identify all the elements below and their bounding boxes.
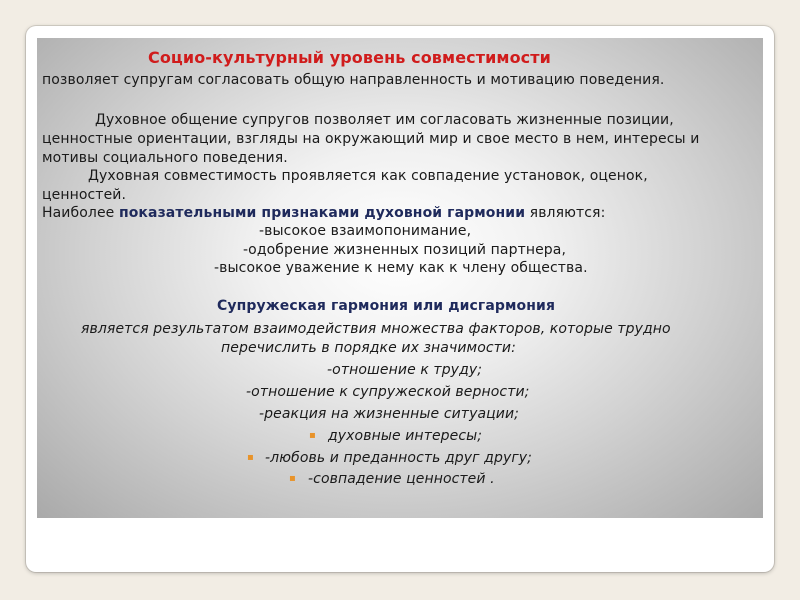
paragraph-2-line-2: ценностей.: [42, 187, 127, 203]
factor-item-3: -реакция на жизненные ситуации;: [259, 406, 519, 422]
factor-item-6: -совпадение ценностей .: [308, 471, 495, 487]
signs-suffix: являются:: [525, 205, 606, 221]
slide-title: Социо-культурный уровень совместимости: [148, 48, 551, 67]
bullet-icon: ▪: [247, 452, 254, 463]
factor-item-5: -любовь и преданность друг другу;: [265, 450, 532, 466]
paragraph-1-line-2: ценностные ориентации, взгляды на окружающий мир и свое место в нем, интересы и: [42, 131, 700, 147]
signs-emphasis: показательными признаками духовной гармонии: [118, 205, 526, 221]
content-panel: [37, 38, 763, 518]
paragraph-2-line-1: Духовная совместимость проявляется как совпадение установок, оценок,: [88, 168, 648, 184]
signs-prefix: Наиболее: [42, 205, 119, 221]
factors-line-2: перечислить в порядке их значимости:: [221, 340, 516, 356]
signs-item-3: -высокое уважение к нему как к члену общества.: [214, 260, 588, 276]
signs-item-1: -высокое взаимопонимание,: [259, 223, 472, 239]
harmony-subtitle: Супружеская гармония или дисгармония: [217, 298, 556, 314]
signs-heading: [42, 205, 605, 221]
bullet-icon: ▪: [309, 430, 316, 441]
factor-item-1: -отношение к труду;: [327, 362, 483, 378]
paragraph-1-line-1: Духовное общение супругов позволяет им согласовать жизненные позиции,: [95, 112, 674, 128]
factor-item-2: -отношение к супружеской верности;: [246, 384, 530, 400]
paragraph-1-line-3: мотивы социального поведения.: [42, 150, 288, 166]
intro-line: позволяет супругам согласовать общую направленность и мотивацию поведения.: [42, 72, 665, 88]
bullet-icon: ▪: [289, 473, 296, 484]
factors-line-1: является результатом взаимодействия множества факторов, которые трудно: [81, 321, 671, 337]
factor-item-4: духовные интересы;: [328, 428, 483, 444]
signs-item-2: -одобрение жизненных позиций партнера,: [243, 242, 567, 258]
